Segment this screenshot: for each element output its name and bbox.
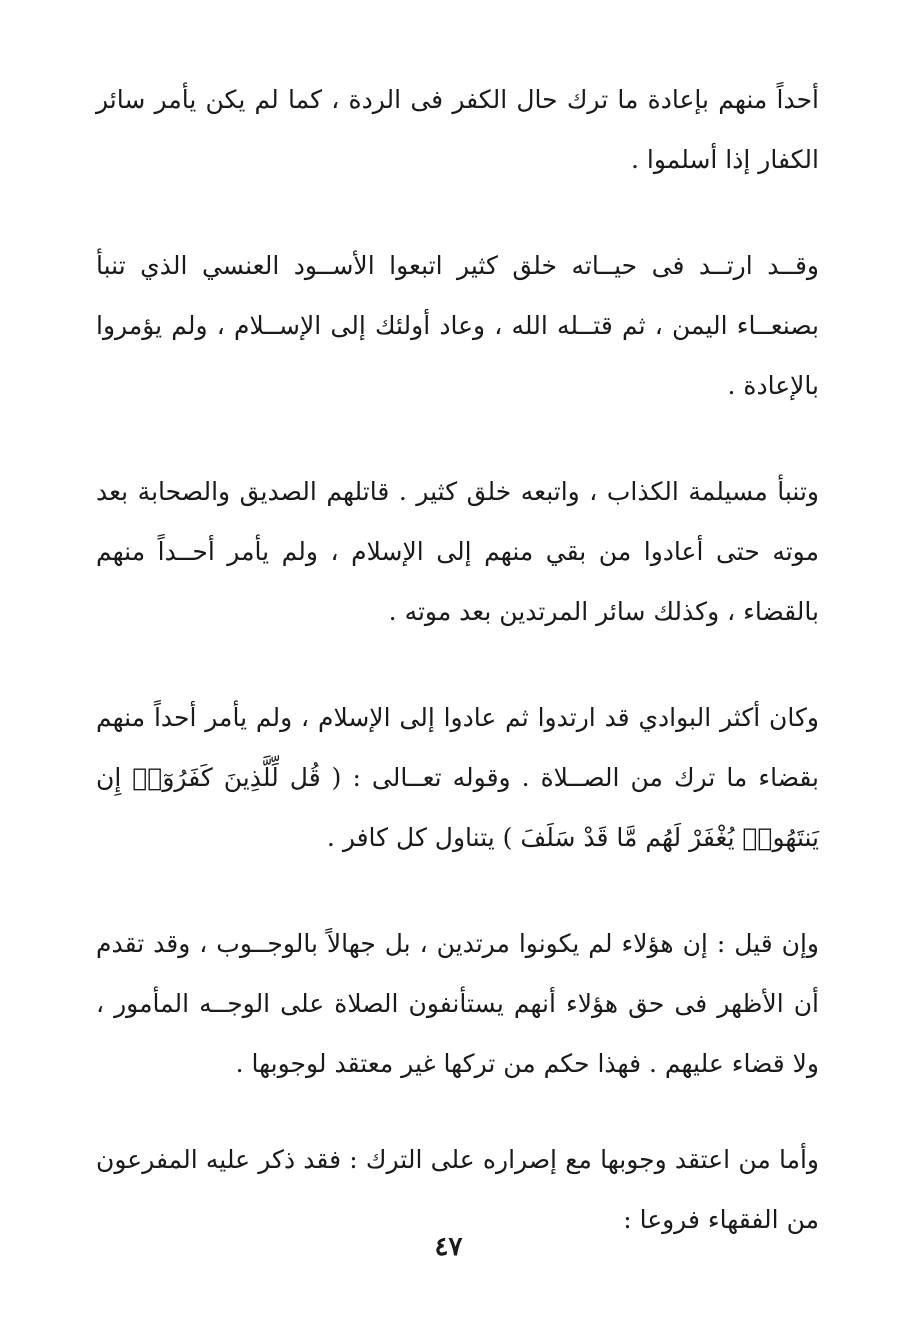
paragraph-6: وأما من اعتقد وجوبها مع إصراره على الترك : فقد ذكر عليه المفرعون من الفقهاء فروعا :	[96, 1145, 819, 1234]
paragraph-gap	[96, 416, 819, 462]
page-number: ٤٧	[434, 1232, 463, 1262]
paragraph-2: وقــد ارتــد فى حيــاته خلق كثير اتبعوا الأســود العنسي الذي تنبأ بصنعــاء اليمن ، ثم قتــله الله ، وعاد أولئك إلى الإســلام ، ولم يؤمروا بالإعادة .	[96, 251, 819, 400]
paragraph-gap	[96, 868, 819, 914]
paragraph-gap	[96, 1094, 819, 1130]
paragraph-gap	[96, 642, 819, 688]
page-body	[96, 70, 819, 1250]
paragraph-4: وكان أكثر البوادي قد ارتدوا ثم عادوا إلى الإسلام ، ولم يأمر أحداً منهم بقضاء ما ترك من الصــلاة . وقوله تعــالى : ( قُل لِّلَّذِينَ كَفَرُوٓا۟ إِن يَنتَهُوا۟ يُغْفَرْ لَهُم مَّا قَدْ سَلَفَ ) يتناول كل كافر .	[96, 703, 819, 852]
paragraph-5: وإن قيل : إن هؤلاء لم يكونوا مرتدين ، بل جهالاً بالوجــوب ، وقد تقدم أن الأظهر فى حق هؤلاء أنهم يستأنفون الصلاة على الوجــه المأمور ، ولا قضاء عليهم . فهذا حكم من تركها غير معتقد لوجوبها .	[96, 929, 819, 1078]
paragraph-3: وتنبأ مسيلمة الكذاب ، واتبعه خلق كثير . قاتلهم الصديق والصحابة بعد موته حتى أعادوا من بقي منهم إلى الإسلام ، ولم يأمر أحــداً منهم بالقضاء ، وكذلك سائر المرتدين بعد موته .	[96, 477, 819, 626]
paragraph-1: أحداً منهم بإعادة ما ترك حال الكفر فى الردة ، كما لم يكن يأمر سائر الكفار إذا أسلموا .	[96, 85, 819, 174]
paragraph-gap	[96, 190, 819, 236]
